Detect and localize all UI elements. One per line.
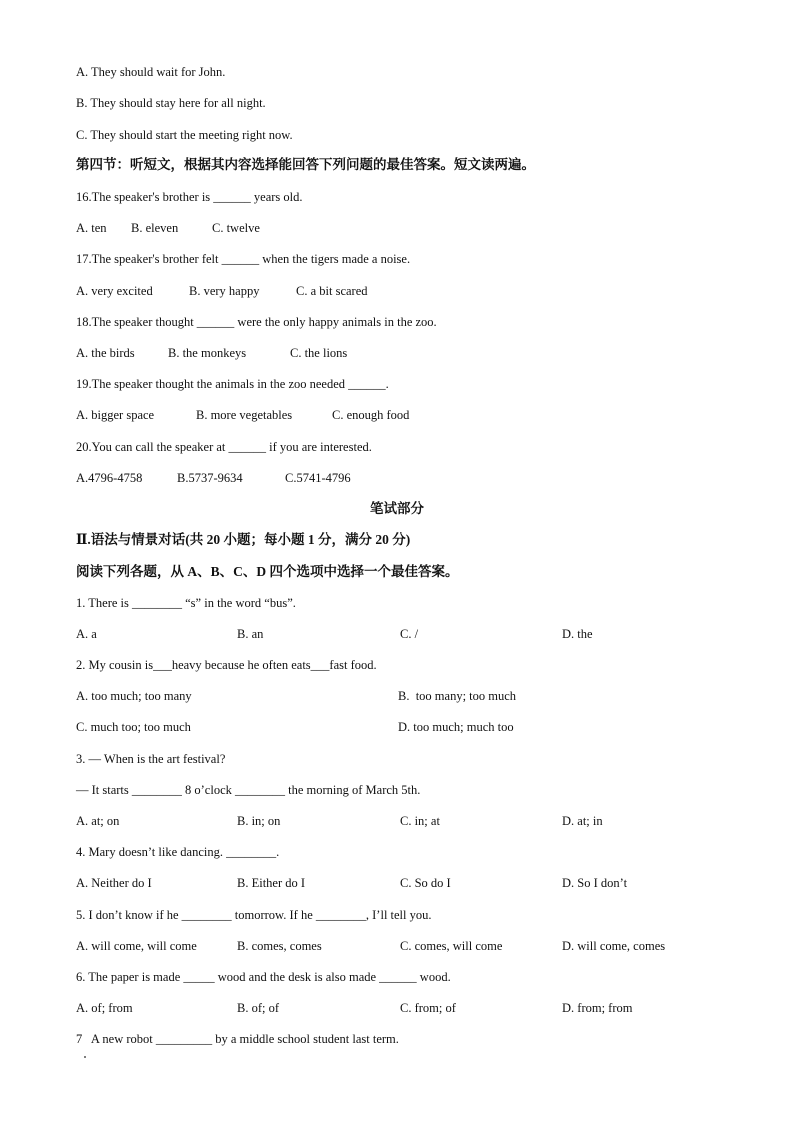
- q20-option-c: C.5741-4796: [285, 471, 351, 485]
- question-20: 20.You can call the speaker at ______ if you are interested.: [76, 440, 372, 454]
- q18-option-c: C. the lions: [290, 346, 348, 360]
- question-16: 16.The speaker's brother is ______ years old.: [76, 190, 303, 204]
- g6-option-d: D. from; from: [562, 1001, 633, 1015]
- g5-option-d: D. will come, comes: [562, 939, 666, 953]
- grammar-question-4: 4. Mary doesn’t like dancing. ________.: [76, 845, 280, 859]
- q17-option-b: B. very happy: [189, 284, 260, 298]
- q16-option-c: C. twelve: [212, 221, 260, 235]
- q20-option-b: B.5737-9634: [177, 471, 243, 485]
- grammar-question-5: 5. I don’t know if he ________ tomorrow. If he ________, I’ll tell you.: [76, 908, 432, 922]
- g3-option-c: C. in; at: [400, 814, 440, 828]
- grammar-question-7: 7 A new robot _________ by a middle school student last term.: [76, 1032, 399, 1046]
- grammar-question-3-line1: 3. — When is the art festival?: [76, 752, 226, 766]
- q18-option-b: B. the monkeys: [168, 346, 247, 360]
- g3-option-a: A. at; on: [76, 814, 120, 828]
- section4-heading: 第四节：听短文，根据其内容选择能回答下列问题的最佳答案。短文读两遍。: [76, 157, 535, 172]
- q17-option-a: A. very excited: [76, 284, 153, 298]
- g4-option-a: A. Neither do I: [76, 876, 152, 890]
- g6-option-b: B. of; of: [237, 1001, 280, 1015]
- g6-option-a: A. of; from: [76, 1001, 133, 1015]
- grammar-question-1: 1. There is ________ “s” in the word “bus”.: [76, 596, 296, 610]
- written-section-title: 笔试部分: [370, 501, 424, 516]
- part2-instruction: 阅读下列各题，从 A、B、C、D 四个选项中选择一个最佳答案。: [76, 564, 459, 579]
- question-18: 18.The speaker thought ______ were the only happy animals in the zoo.: [76, 315, 437, 329]
- g1-option-b: B. an: [237, 627, 264, 641]
- q20-option-a: A.4796-4758: [76, 471, 143, 485]
- g4-option-c: C. So do I: [400, 876, 451, 890]
- g1-option-c: C. /: [400, 627, 419, 641]
- prev-option-b: B. They should stay here for all night.: [76, 96, 266, 110]
- g1-option-d: D. the: [562, 627, 593, 641]
- q18-option-a: A. the birds: [76, 346, 135, 360]
- q16-option-b: B. eleven: [131, 221, 179, 235]
- question-19: 19.The speaker thought the animals in the zoo needed ______.: [76, 377, 389, 391]
- g2-option-b: B. too many; too much: [398, 689, 517, 703]
- q19-option-b: B. more vegetables: [196, 408, 293, 422]
- grammar-question-3-line2: — It starts ________ 8 o’clock ________ the morning of March 5th.: [76, 783, 421, 797]
- prev-option-a: A. They should wait for John.: [76, 65, 226, 79]
- question-17: 17.The speaker's brother felt ______ when the tigers made a noise.: [76, 252, 411, 266]
- g5-option-b: B. comes, comes: [237, 939, 322, 953]
- g2-option-a: A. too much; too many: [76, 689, 192, 703]
- q17-option-c: C. a bit scared: [296, 284, 368, 298]
- g5-option-c: C. comes, will come: [400, 939, 503, 953]
- g4-option-b: B. Either do I: [237, 876, 306, 890]
- q19-option-c: C. enough food: [332, 408, 410, 422]
- prev-option-c: C. They should start the meeting right now.: [76, 128, 293, 142]
- g4-option-d: D. So I don’t: [562, 876, 628, 890]
- q16-option-a: A. ten: [76, 221, 107, 235]
- page-mark: [84, 1056, 86, 1058]
- part2-heading: Ⅱ.语法与情景对话(共 20 小题；每小题 1 分，满分 20 分): [76, 532, 411, 547]
- q19-option-a: A. bigger space: [76, 408, 155, 422]
- g1-option-a: A. a: [76, 627, 97, 641]
- grammar-question-6: 6. The paper is made _____ wood and the desk is also made ______ wood.: [76, 970, 451, 984]
- g3-option-d: D. at; in: [562, 814, 603, 828]
- g6-option-c: C. from; of: [400, 1001, 456, 1015]
- g2-option-d: D. too much; much too: [398, 720, 514, 734]
- g5-option-a: A. will come, will come: [76, 939, 197, 953]
- grammar-question-2: 2. My cousin is___heavy because he often eats___fast food.: [76, 658, 377, 672]
- g3-option-b: B. in; on: [237, 814, 281, 828]
- g2-option-c: C. much too; too much: [76, 720, 191, 734]
